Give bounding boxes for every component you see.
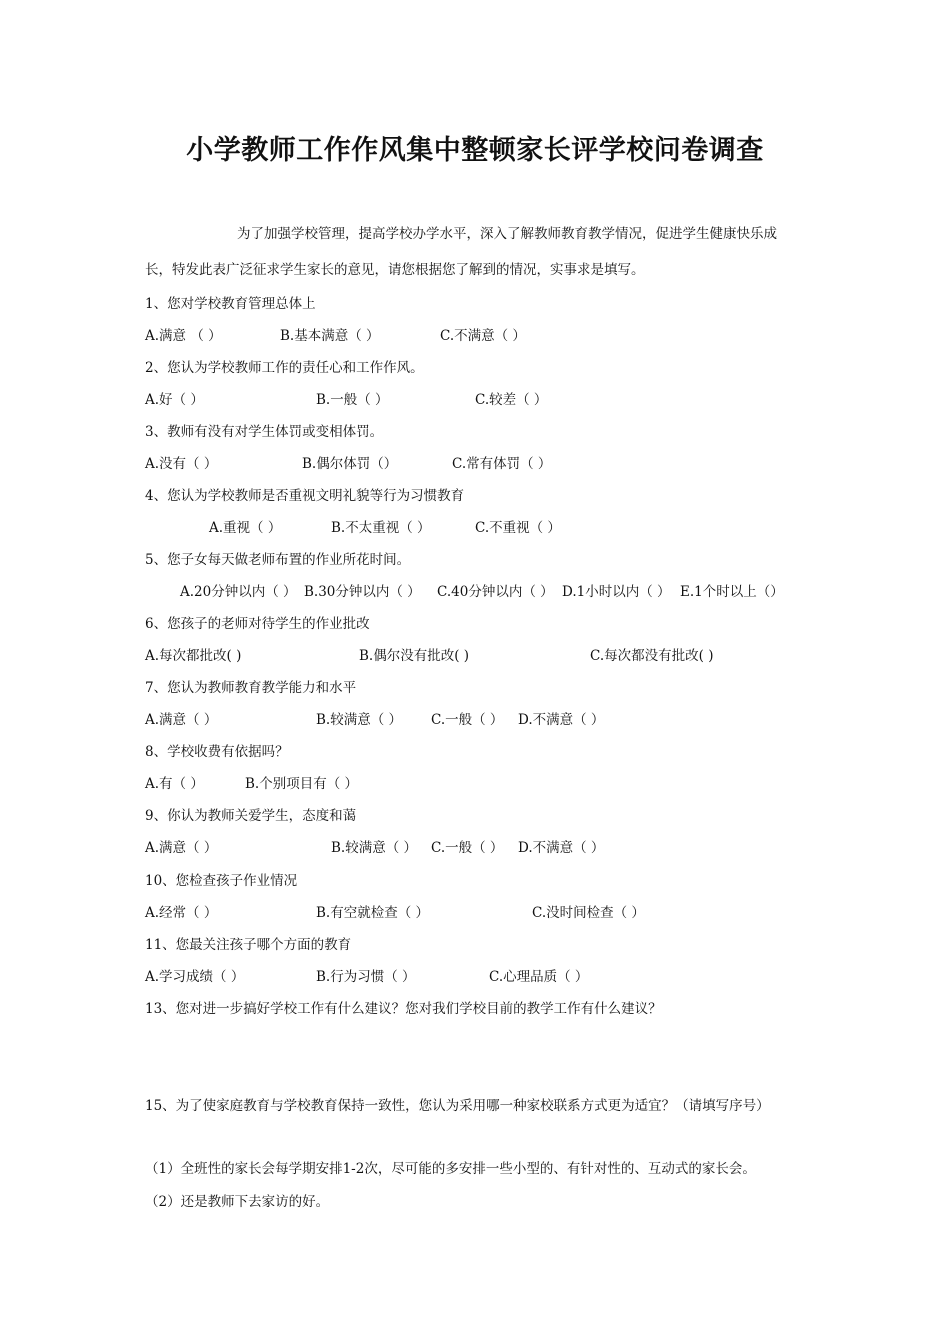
q5-option-a[interactable]: A.20分钟以内（ ） [180,584,297,600]
q6-option-c[interactable]: C.每次都没有批改( ) [590,648,714,664]
q6-option-b[interactable]: B.偶尔没有批改( ) [359,648,470,664]
page-title: 小学教师工作作风集中整顿家长评学校问卷调查 [186,135,764,166]
q5-option-b[interactable]: B.30分钟以内（ ） [304,584,421,600]
q5-option-c[interactable]: C.40分钟以内（ ） [437,584,554,600]
intro-line-2: 长，特发此表广泛征求学生家长的意见，请您根据您了解到的情况，实事求是填写。 [145,262,645,278]
q3-option-a[interactable]: A.没有（ ） [145,456,218,472]
q8-option-b[interactable]: B.个别项目有（ ） [245,776,359,792]
question-13: 13、您对进一步搞好学校工作有什么建议？您对我们学校目前的教学工作有什么建议？ [145,1001,662,1017]
q5-option-e[interactable]: E.1个时以上（） [680,584,784,600]
q2-option-a[interactable]: A.好（ ） [145,392,204,408]
q15-option-2: （2）还是教师下去家访的好。 [145,1194,330,1210]
q11-option-b[interactable]: B.行为习惯（ ） [316,969,416,985]
q2-option-b[interactable]: B.一般（ ） [316,392,389,408]
question-8: 8、学校收费有依据吗？ [145,744,289,760]
q10-option-a[interactable]: A.经常（ ） [145,905,218,921]
question-2: 2、您认为学校教师工作的责任心和工作作风。 [145,360,424,376]
q5-option-d[interactable]: D.1小时以内（ ） [562,584,671,600]
q8-option-a[interactable]: A.有（ ） [145,776,204,792]
q6-option-a[interactable]: A.每次都批改( ) [145,648,242,664]
q7-option-c[interactable]: C.一般（ ） [431,712,504,728]
q7-option-a[interactable]: A.满意（ ） [145,712,218,728]
question-11: 11、您最关注孩子哪个方面的教育 [145,937,352,953]
q7-option-d[interactable]: D.不满意（ ） [518,712,605,728]
question-9: 9、你认为教师关爱学生，态度和蔼 [145,808,357,824]
question-4: 4、您认为学校教师是否重视文明礼貌等行为习惯教育 [145,488,465,504]
question-3: 3、教师有没有对学生体罚或变相体罚。 [145,424,384,440]
q4-option-b[interactable]: B.不太重视（ ） [331,520,431,536]
q2-option-c[interactable]: C.较差（ ） [475,392,548,408]
intro-line-1: 为了加强学校管理，提高学校办学水平，深入了解教师教育教学情况，促进学生健康快乐成 [237,226,777,242]
q9-option-a[interactable]: A.满意（ ） [145,840,218,856]
q7-option-b[interactable]: B.较满意（ ） [316,712,403,728]
question-1: 1、您对学校教育管理总体上 [145,296,316,312]
q9-option-b[interactable]: B.较满意（ ） [331,840,418,856]
question-6: 6、您孩子的老师对待学生的作业批改 [145,616,370,632]
q1-option-a[interactable]: A.满意 （ ） [145,328,222,344]
q15-option-1: （1）全班性的家长会每学期安排1-2次，尽可能的多安排一些小型的、有针对性的、互动式的家长会。 [145,1161,756,1177]
question-15: 15、为了使家庭教育与学校教育保持一致性，您认为采用哪一种家校联系方式更为适宜？（请填写序号） [145,1098,770,1114]
q9-option-d[interactable]: D.不满意（ ） [518,840,605,856]
question-10: 10、您检查孩子作业情况 [145,873,298,889]
question-7: 7、您认为教师教育教学能力和水平 [145,680,357,696]
question-5: 5、您子女每天做老师布置的作业所花时间。 [145,552,411,568]
q3-option-c[interactable]: C.常有体罚（ ） [452,456,552,472]
q11-option-a[interactable]: A.学习成绩（ ） [145,969,245,985]
q1-option-c[interactable]: C.不满意（ ） [440,328,526,344]
q10-option-c[interactable]: C.没时间检查（ ） [532,905,645,921]
q4-option-c[interactable]: C.不重视（ ） [475,520,561,536]
q11-option-c[interactable]: C.心理品质（ ） [489,969,589,985]
q10-option-b[interactable]: B.有空就检查（ ） [316,905,430,921]
q4-option-a[interactable]: A.重视（ ） [209,520,282,536]
q1-option-b[interactable]: B.基本满意（ ） [280,328,380,344]
q9-option-c[interactable]: C.一般（ ） [431,840,504,856]
q3-option-b[interactable]: B.偶尔体罚（） [302,456,398,472]
